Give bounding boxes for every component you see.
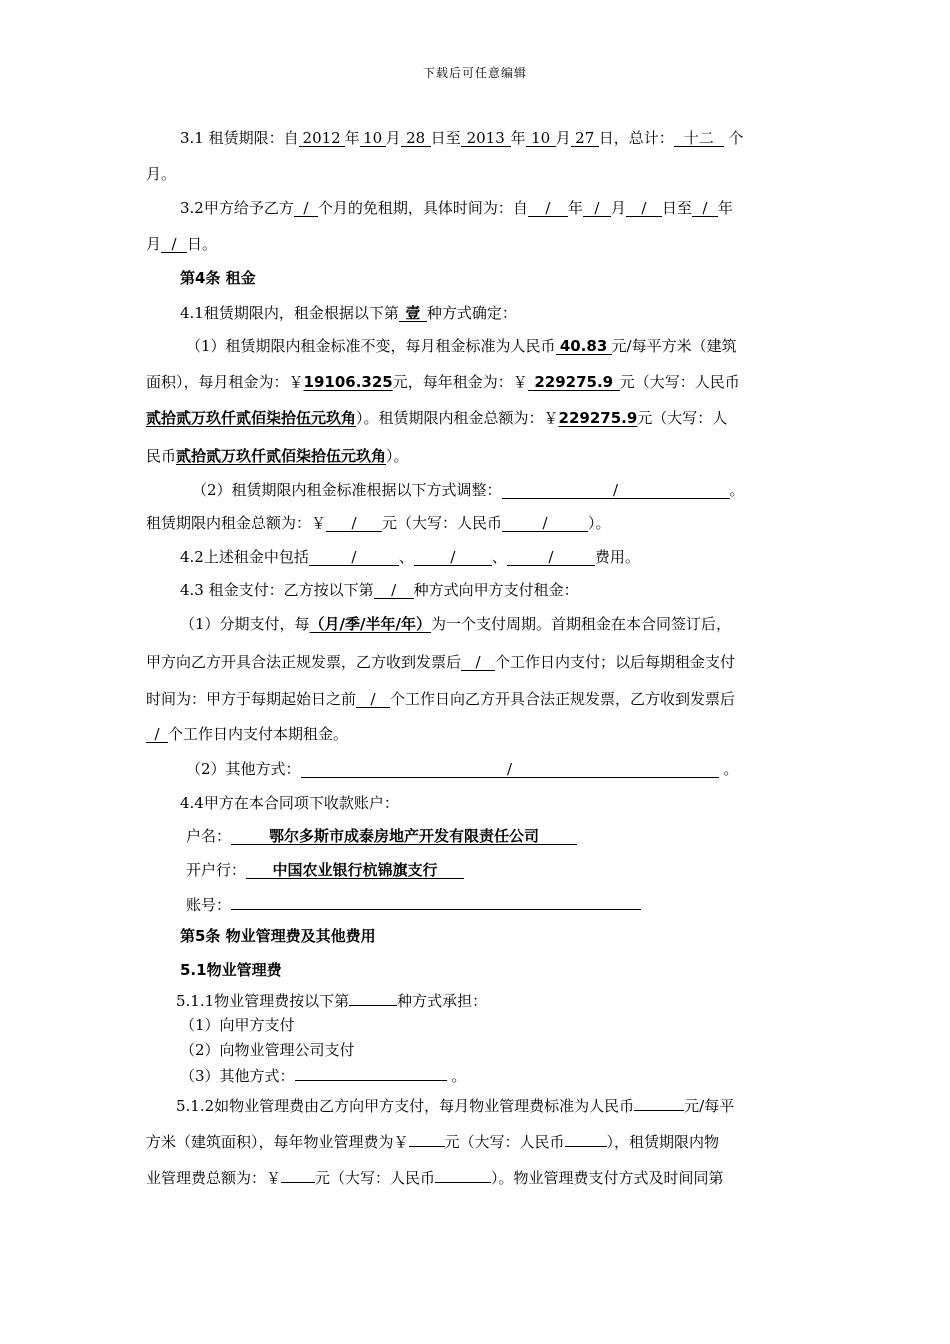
- payment-1-line4: / 个工作日内支付本期租金。: [146, 724, 348, 744]
- end-year[interactable]: 2013: [461, 131, 511, 147]
- option-1-line3: 贰拾贰万玖仟贰佰柒拾伍元玖角）。租赁期限内租金总额为：￥229275.9元（大写：人: [146, 409, 728, 427]
- mgmt-fee-method[interactable]: [349, 990, 397, 1006]
- clause-4-4: 4.4甲方在本合同项下收款账户：: [180, 794, 399, 812]
- free-end-year[interactable]: /: [692, 201, 718, 217]
- payment-method-choice[interactable]: /: [374, 583, 414, 599]
- total-months[interactable]: 十二: [674, 131, 724, 147]
- clause-5-1-1: 5.1.1物业管理费按以下第 种方式承担：: [176, 992, 488, 1010]
- monthly-rent: 19106.325: [303, 373, 393, 391]
- page-header: 下载后可任意编辑: [422, 66, 527, 80]
- rent-rate[interactable]: 40.83: [556, 339, 612, 355]
- start-month[interactable]: 10: [360, 131, 386, 147]
- mgmt-option-3: （3）其他方式： 。: [180, 1067, 467, 1085]
- end-month[interactable]: 10: [526, 131, 556, 147]
- clause-5-1: 5.1物业管理费: [180, 961, 282, 979]
- free-end-month[interactable]: /: [161, 237, 187, 253]
- included-fee-3[interactable]: /: [507, 550, 595, 566]
- free-start-month[interactable]: /: [583, 201, 611, 217]
- start-day[interactable]: 28: [401, 131, 431, 147]
- clause-3-1: 3.1 租赁期限：自 2012 年 10 月 28 日至 2013 年 10 月 27 日，总计： 十二 个: [180, 129, 744, 147]
- later-pay-days[interactable]: /: [146, 727, 168, 743]
- mgmt-option-1: （1）向甲方支付: [180, 1016, 295, 1034]
- mgmt-fee-yearly-words[interactable]: [565, 1131, 607, 1147]
- mgmt-fee-yearly[interactable]: [409, 1131, 445, 1147]
- payment-2: （2）其他方式： / 。: [186, 760, 739, 778]
- total-rent: 229275.9: [558, 409, 638, 427]
- clause-5-1-2-line2: 方米（建筑面积），每年物业管理费为￥ 元（大写：人民币 ），租赁期限内物: [146, 1133, 720, 1151]
- option-1-line4: 民币贰拾贰万玖仟贰佰柒拾伍元玖角）。: [146, 447, 409, 465]
- total-rent-words: 贰拾贰万玖仟贰佰柒拾伍元玖角: [176, 447, 387, 465]
- option-1-line2: 面积），每月租金为：￥19106.325元，每年租金为：￥ 229275.9 元（大写：人民币: [146, 373, 740, 391]
- mgmt-option-2: （2）向物业管理公司支付: [180, 1041, 355, 1059]
- first-pay-days[interactable]: /: [461, 655, 495, 671]
- adjust-total-words[interactable]: /: [502, 516, 588, 532]
- clause-4-2: 4.2上述租金中包括 / 、 / 、 / 费用。: [180, 548, 640, 566]
- bank-row: 开户行： 中国农业银行杭锦旗支行: [186, 860, 464, 880]
- clause-5-1-2-line1: 5.1.2如物业管理费由乙方向甲方支付，每月物业管理费标准为人民币 元/每平: [176, 1097, 735, 1115]
- bank-name: 中国农业银行杭锦旗支行: [246, 863, 464, 879]
- free-start-day[interactable]: /: [626, 201, 662, 217]
- option-2-line1: （2）租赁期限内租金标准根据以下方式调整： / 。: [192, 481, 745, 499]
- clause-3-1-cont: 月。: [146, 165, 177, 183]
- yearly-rent-words: 贰拾贰万玖仟贰佰柒拾伍元玖角: [146, 409, 357, 427]
- adjust-total[interactable]: /: [326, 516, 382, 532]
- clause-3-2-cont: 月 / 日。: [146, 235, 218, 253]
- included-fee-2[interactable]: /: [414, 550, 492, 566]
- end-day[interactable]: 27: [571, 131, 599, 147]
- payment-1-line1: （1）分期支付，每（月/季/半年/年）为一个支付周期。首期租金在本合同签订后，: [180, 615, 731, 633]
- option-1-line1: （1）租赁期限内租金标准不变，每月租金标准为人民币 40.83 元/每平方米（建筑: [186, 337, 737, 355]
- free-start-year[interactable]: /: [528, 201, 568, 217]
- mgmt-fee-rate[interactable]: [634, 1095, 684, 1111]
- mgmt-other[interactable]: [295, 1065, 447, 1081]
- rent-method-choice[interactable]: 壹: [399, 306, 427, 322]
- yearly-rent[interactable]: 229275.9: [528, 375, 620, 391]
- mgmt-fee-total[interactable]: [281, 1167, 315, 1183]
- invoice-days[interactable]: /: [356, 692, 390, 708]
- included-fee-1[interactable]: /: [309, 550, 399, 566]
- payment-period: （月/季/半年/年）: [309, 615, 431, 633]
- clause-4-1: 4.1租赁期限内，租金根据以下第 壹 种方式确定：: [180, 304, 517, 322]
- adjust-method[interactable]: /: [502, 483, 730, 499]
- clause-5-1-2-line3: 业管理费总额为：￥ 元（大写：人民币 ）。物业管理费支付方式及时间同第: [146, 1169, 724, 1187]
- account-number[interactable]: [231, 894, 641, 910]
- payment-1-line3: 时间为：甲方于每期起始日之前 / 个工作日向乙方开具合法正规发票，乙方收到发票后: [146, 690, 736, 708]
- payment-other[interactable]: /: [301, 762, 719, 778]
- clause-3-2: 3.2甲方给予乙方 / 个月的免租期，具体时间为：自 / 年 / 月 / 日至 / 年: [180, 199, 733, 217]
- account-number-row: 账号：: [186, 894, 641, 915]
- account-name: 鄂尔多斯市成泰房地产开发有限责任公司: [231, 829, 577, 845]
- article-5-title: 第5条 物业管理费及其他费用: [180, 927, 376, 945]
- free-months[interactable]: /: [294, 201, 318, 217]
- clause-4-3: 4.3 租金支付：乙方按以下第 / 种方式向甲方支付租金：: [180, 581, 579, 599]
- start-year[interactable]: 2012: [299, 131, 345, 147]
- account-name-row: 户名： 鄂尔多斯市成泰房地产开发有限责任公司: [186, 826, 577, 846]
- payment-1-line2: 甲方向乙方开具合法正规发票，乙方收到发票后 / 个工作日内支付；以后每期租金支付: [146, 653, 736, 671]
- mgmt-fee-total-words[interactable]: [435, 1167, 491, 1183]
- option-2-line2: 租赁期限内租金总额为：￥ / 元（大写：人民币 / ）。: [146, 514, 611, 532]
- article-4-title: 第4条 租金: [180, 269, 256, 287]
